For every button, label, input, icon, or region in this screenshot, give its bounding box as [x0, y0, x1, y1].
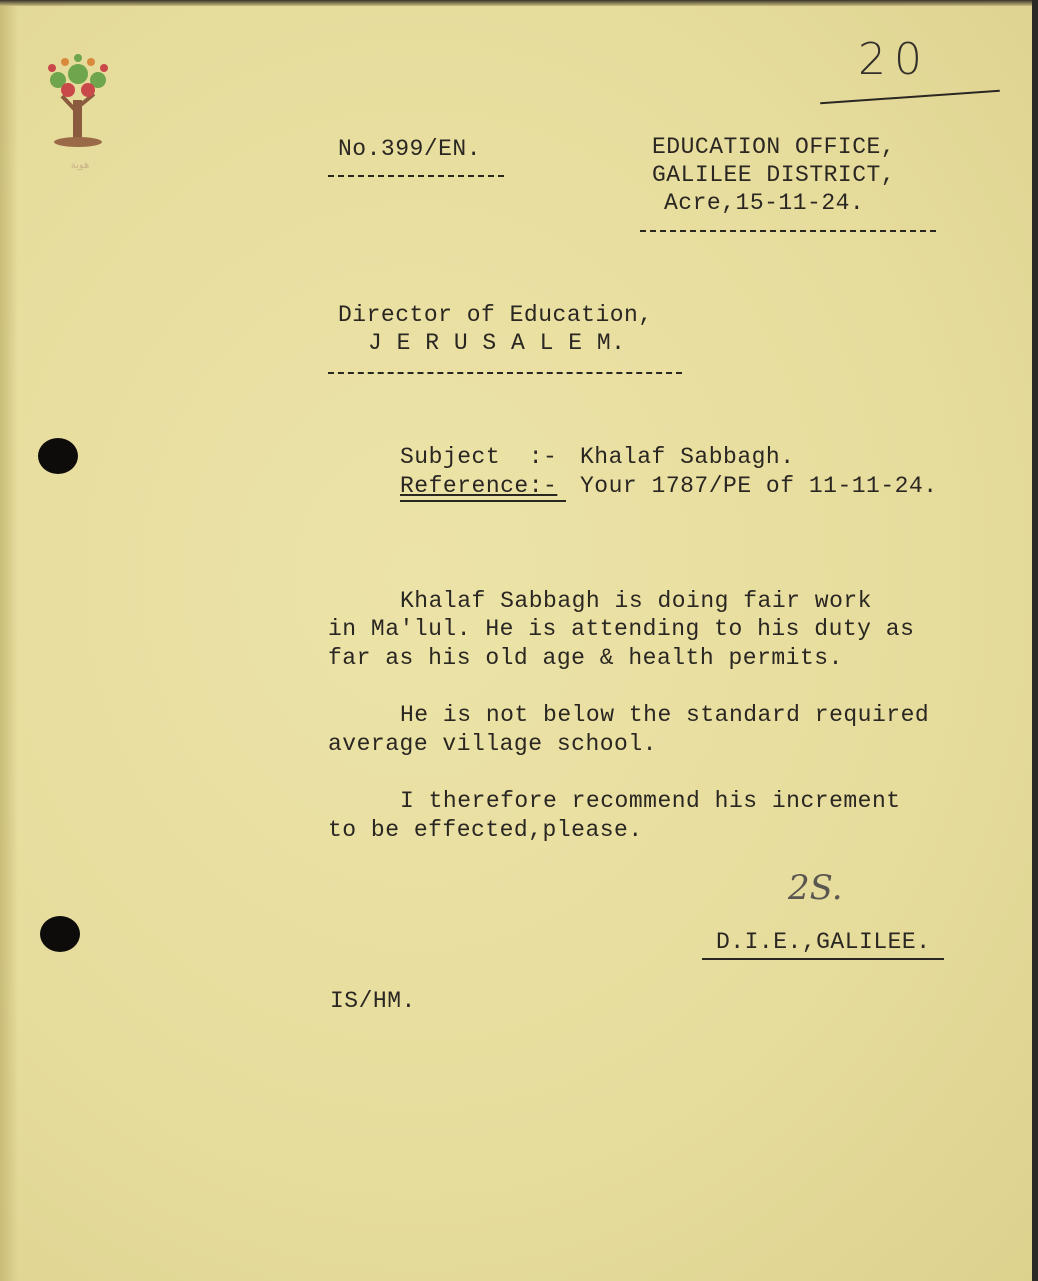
punch-hole-bottom — [40, 916, 80, 952]
signature-title: D.I.E.,GALILEE. — [716, 929, 931, 955]
ref-number-dash — [328, 175, 504, 177]
subject-value: Khalaf Sabbagh. — [580, 444, 795, 470]
paragraph-3-line-1: I therefore recommend his increment — [400, 788, 901, 814]
subject-label: Subject :- — [400, 444, 558, 470]
office-header-dash — [640, 230, 936, 232]
recipient-line-2: J E R U S A L E M. — [368, 330, 626, 356]
logo-caption: هوية — [70, 160, 90, 171]
typist-reference: IS/HM. — [330, 988, 416, 1014]
paragraph-1-line-3: far as his old age & health permits. — [328, 645, 843, 671]
page-edge-top — [0, 0, 1038, 6]
paragraph-3-line-2: to be effected,please. — [328, 817, 643, 843]
signature-initials: 2S. — [788, 868, 843, 908]
recipient-dash — [328, 372, 682, 374]
punch-hole-top — [38, 438, 78, 474]
reference-number: No.399/EN. — [338, 136, 482, 162]
tree-logo-icon — [40, 52, 116, 152]
page-edge-left — [0, 0, 18, 1281]
reference-value: Your 1787/PE of 11-11-24. — [580, 473, 938, 499]
subject-reference-underline — [400, 500, 566, 502]
reference-label: Reference:- — [400, 473, 558, 499]
paragraph-2-line-1: He is not below the standard required — [400, 702, 930, 728]
signature-underline — [702, 958, 944, 960]
paragraph-1-line-1: Khalaf Sabbagh is doing fair work — [400, 588, 872, 614]
office-line-2: GALILEE DISTRICT, — [652, 162, 896, 188]
recipient-line-1: Director of Education, — [338, 302, 653, 328]
page-edge-right — [1032, 0, 1038, 1281]
paragraph-2-line-2: average village school. — [328, 731, 657, 757]
office-line-1: EDUCATION OFFICE, — [652, 134, 896, 160]
page-number-handwritten: 20 — [858, 34, 930, 85]
office-date-line: Acre,15-11-24. — [664, 190, 865, 216]
paragraph-1-line-2: in Ma'lul. He is attending to his duty as — [328, 616, 915, 642]
